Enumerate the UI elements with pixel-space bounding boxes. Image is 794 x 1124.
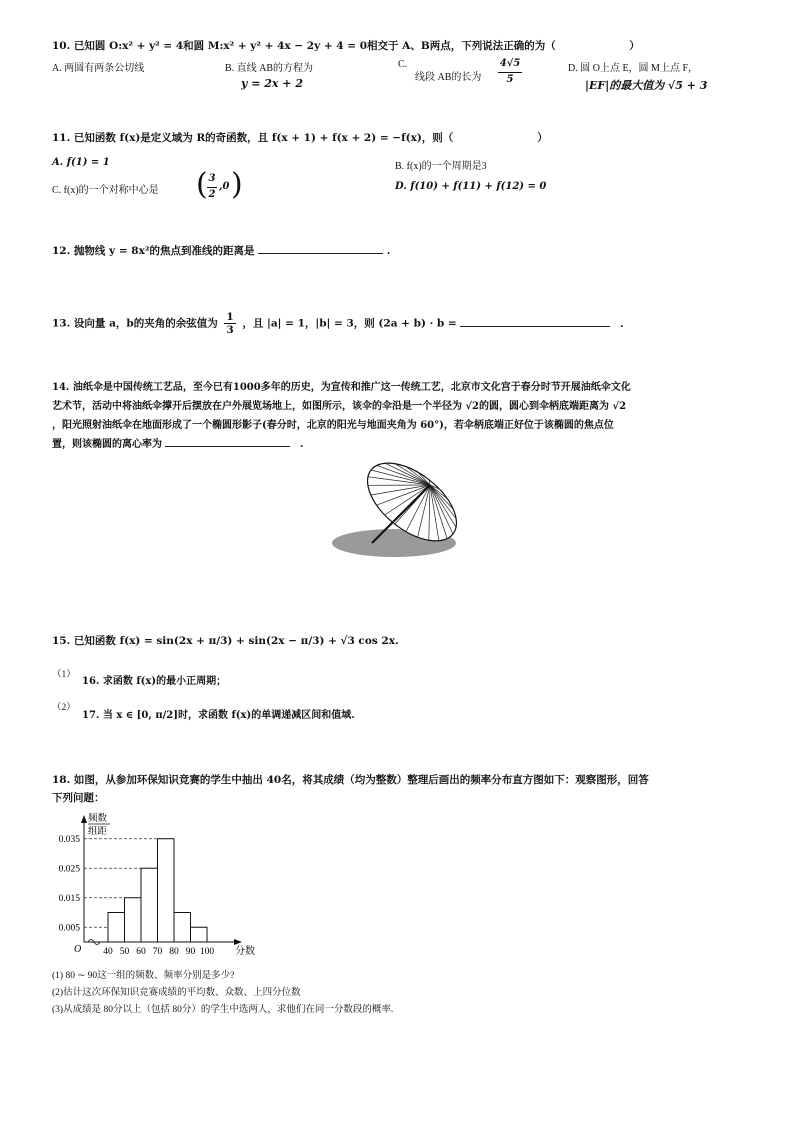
x-axis-label: 分数 xyxy=(235,946,255,957)
frequency-histogram xyxy=(48,812,258,962)
q10-option-c: 线段 AB的长为 xyxy=(415,72,482,83)
y-tick-label: 0.035 xyxy=(58,834,80,845)
q14-line4-row xyxy=(52,435,752,454)
q15-sub1: 16. 求函数 f(x)的最小正周期； xyxy=(82,676,227,687)
histogram-bar xyxy=(125,898,142,942)
q11-option-c-denominator: 2 xyxy=(208,189,216,200)
q14-line3: ，阳光照射油纸伞在地面形成了一个椭圆形影子(春分时，北京的阳光与地面夹角为 60°)，若伞柄底端正好位于该椭圆的焦点位 xyxy=(52,420,614,431)
q11-option-c: C. f(x)的一个对称中心是 xyxy=(52,185,159,196)
q18-line2: 下列问题： xyxy=(52,792,105,804)
q11-option-d: D. f(10) + f(11) + f(12) = 0 xyxy=(395,181,547,192)
y-tick-label: 0.015 xyxy=(58,893,80,904)
x-tick-label: 40 xyxy=(103,947,113,957)
q13-stem-a: 13. 设向量 a，b的夹角的余弦值为 xyxy=(52,317,218,330)
q18-part2: (2)估计这次环保知识竞赛成绩的平均数、众数、上四分位数 xyxy=(52,988,301,998)
histogram-bar xyxy=(174,913,191,943)
y-tick-label: 0.025 xyxy=(58,864,80,875)
q13-fraction-numerator: 1 xyxy=(226,311,234,323)
q14-line1: 14. 油纸伞是中国传统工艺品，至今已有1000多年的历史，为宣传和推广这一传统工艺，北京市文化宫于春分时节开展油纸伞文化 xyxy=(52,382,631,393)
q11-stem: 11. 已知函数 f(x)是定义域为 R的奇函数，且 f(x + 1) + f(x + 2) = −f(x)，则（ ） xyxy=(52,132,548,144)
q10-option-c-denominator: 5 xyxy=(506,74,514,85)
histogram-bar xyxy=(141,868,158,942)
q18-questions xyxy=(52,968,393,1019)
q12-tail: . xyxy=(386,245,391,257)
x-axis-arrow xyxy=(234,939,242,945)
q14-text xyxy=(52,378,752,454)
y-axis-label-top: 频数 xyxy=(88,814,108,824)
q10-option-d-line1: D. 圆 O上点 E，圆 M上点 F， xyxy=(568,63,699,74)
fraction-bar xyxy=(207,187,217,188)
paren-right: ) xyxy=(231,167,243,202)
q14-answer-blank[interactable] xyxy=(165,436,290,447)
q18-part1: (1) 80 ∼ 90这一组的频数、频率分别是多少? xyxy=(52,971,235,981)
q10-option-b-line2: y = 2x + 2 xyxy=(241,77,304,90)
q13-fraction xyxy=(224,311,235,336)
x-tick-label: 60 xyxy=(136,947,146,957)
histogram-bar xyxy=(191,927,208,942)
q10-option-d-line2: |EF|的最大值为 √5 + 3 xyxy=(585,79,708,92)
q10-option-c-numerator: 4√5 xyxy=(499,58,521,69)
q18-part3: (3)从成绩是 80分以上（包括 80分）的学生中选两人，求他们在同一分数段的概率. xyxy=(52,1005,394,1015)
x-tick-label: 70 xyxy=(152,947,163,957)
q11-option-b: B. f(x)的一个周期是3 xyxy=(395,161,487,172)
q15-stem: 15. 已知函数 f(x) = sin(2x + π/3) + sin(2x − π/3) + √3 cos 2x. xyxy=(52,635,399,647)
q18-text xyxy=(52,771,752,807)
q15-sub2: 17. 当 x ∈ [0, π/2]时，求函数 f(x)的单调递减区间和值域. xyxy=(82,710,355,721)
q13-fraction-denominator: 3 xyxy=(226,324,234,336)
q14-tail: . xyxy=(299,439,304,450)
q13-tail: . xyxy=(620,317,624,330)
y-axis-arrow xyxy=(81,815,87,823)
q13-stem-b: ，且 |a| = 1，|b| = 3，则 (2a + b) · b = xyxy=(242,317,457,330)
q10-stem: 10. 已知圆 O:x² + y² = 4和圆 M:x² + y² + 4x − 2y + 4 = 0相交于 A、B两点，下列说法正确的为（ ） xyxy=(52,40,640,52)
q18-line1: 18. 如图，从参加环保知识竞赛的学生中抽出 40名，将其成绩（均为整数）整理后画出的频率分布直方图如下：观察图形，回答 xyxy=(52,774,649,786)
q11-option-c-numerator: 3 xyxy=(208,173,216,184)
fraction-bar xyxy=(498,72,522,73)
q13-answer-blank[interactable] xyxy=(460,316,610,327)
q10-option-b-line1: B. 直线 AB的方程为 xyxy=(225,63,314,74)
q15-sub1-tag: （1） xyxy=(52,670,76,680)
x-tick-label: 90 xyxy=(185,947,196,957)
q10-option-c-label: C. xyxy=(398,59,408,70)
q11-option-c-tail: ,0 xyxy=(219,181,230,192)
x-tick-label: 80 xyxy=(169,947,179,957)
q11-option-a: A. f(1) = 1 xyxy=(52,157,110,168)
q10-option-a: A. 两圆有两条公切线 xyxy=(52,63,145,74)
q14-line2: 艺术节，活动中将油纸伞撑开后摆放在户外展览场地上，如图所示，该伞的伞沿是一个半径为 √2的圆，圆心到伞柄底端距离为 √2 xyxy=(52,401,627,412)
x-tick-label: 50 xyxy=(119,947,130,957)
histogram-bar xyxy=(108,913,125,943)
q15-sub2-tag: （2） xyxy=(52,703,76,713)
q12-answer-blank[interactable] xyxy=(258,243,383,254)
origin-label: O xyxy=(74,944,82,955)
q14-line4: 置，则该椭圆的离心率为 xyxy=(52,439,162,450)
paren-left: ( xyxy=(196,167,208,202)
histogram-bar xyxy=(158,839,175,942)
q13-row xyxy=(52,311,752,336)
oil-paper-umbrella-figure xyxy=(330,455,465,560)
y-axis-label-bottom: 组距 xyxy=(88,827,108,837)
y-tick-label: 0.005 xyxy=(58,923,80,934)
q12-stem: 12. 抛物线 y = 8x²的焦点到准线的距离是 xyxy=(52,245,255,257)
q12-row xyxy=(52,243,752,260)
x-tick-label: 100 xyxy=(199,947,215,957)
